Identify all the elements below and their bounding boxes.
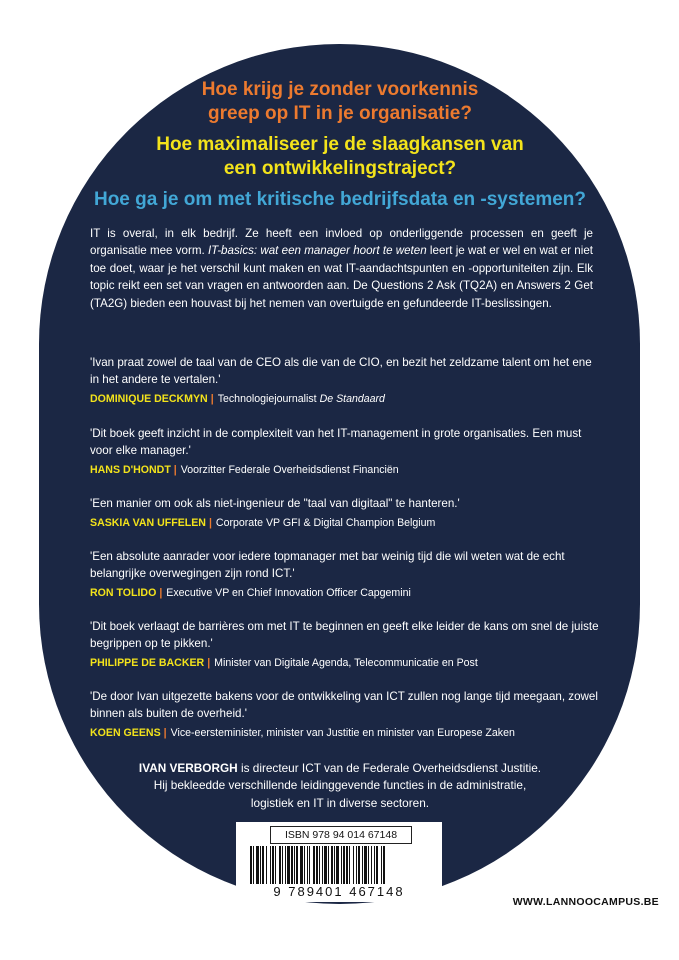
barcode-bar <box>256 846 259 884</box>
quote-block-6 <box>90 688 600 741</box>
barcode-bar <box>334 846 335 884</box>
separator-bar: | <box>210 393 214 406</box>
quote-text: 'Dit boek verlaagt de barrières om met IT te beginnen en geeft elke leider de kans om snel de juiste begrippen op te pikken.' <box>90 620 599 651</box>
barcode-bar <box>262 846 264 884</box>
barcode-bar <box>300 846 303 884</box>
quote-author-name: RON TOLIDO <box>90 587 157 600</box>
barcode-bar <box>282 846 283 884</box>
quote-author-name: HANS D'HONDT <box>90 464 171 477</box>
quote-author-name: DOMINIQUE DECKMYN <box>90 393 208 406</box>
quote-author-role: Technologiejournalist <box>217 393 320 406</box>
author-bio <box>100 760 580 812</box>
barcode-bar <box>279 846 281 884</box>
quote-author-name: PHILIPPE DE BACKER <box>90 657 205 670</box>
barcode-bar <box>356 846 357 884</box>
quote-block-4 <box>90 548 600 601</box>
author-bio-text-1: is directeur ICT van de Federale Overheidsdienst Justitie. <box>237 761 542 775</box>
quote-author-role: Vice-eersteminister, minister van Justitie en minister van Europese Zaken <box>170 727 515 740</box>
barcode-bar <box>270 846 271 884</box>
intro-paragraph <box>90 225 593 312</box>
barcode-bar <box>285 846 286 884</box>
separator-bar: | <box>173 464 177 477</box>
barcode-bar <box>328 846 329 884</box>
headline-question-1-line-1: Hoe krijg je zonder voorkennis <box>201 79 479 100</box>
barcode-bar <box>316 846 318 884</box>
barcode-bar <box>358 846 360 884</box>
barcode-bar <box>331 846 333 884</box>
barcode-bar <box>319 846 320 884</box>
barcode-bar <box>322 846 323 884</box>
barcode-bar <box>250 846 252 884</box>
headline-question-2-line-1: Hoe maximaliseer je de slaagkansen van <box>156 134 524 155</box>
barcode-bar <box>296 846 298 884</box>
quote-attribution <box>90 585 600 601</box>
separator-bar: | <box>207 657 211 670</box>
quote-author-role: Executive VP en Chief Innovation Officer Capgemini <box>166 587 411 600</box>
barcode-bar <box>260 846 261 884</box>
quote-block-3 <box>90 495 600 531</box>
barcode-bar <box>272 846 274 884</box>
barcode-bar <box>324 846 327 884</box>
isbn-barcode <box>236 822 442 902</box>
barcode-bar <box>275 846 276 884</box>
headline-question-2-line-2: een ontwikkelingstraject? <box>223 158 457 179</box>
quote-text: 'Dit boek geeft inzicht in de complexiteit van het IT-management in grote organisaties. Een must voor elke manager.' <box>90 427 582 458</box>
barcode-bar <box>266 846 267 884</box>
barcode-bar <box>307 846 308 884</box>
quote-text: 'De door Ivan uitgezette bakens voor de ontwikkeling van ICT zullen nog lange tijd meegaan, zowel binnen als buiten de overheid.' <box>90 690 598 721</box>
intro-text-part-2: leert je wat er wel en wat er niet toe doet, waar je het verschil kunt maken en wat IT-aandachtspunten en -opportuniteiten zijn. Elk topic reikt een set van vragen en antwoorden aan. De Questions 2 Ask (TQ2A) en Answers 2 Get (TA2G) bieden een houvast bij het nemen van overtuigde en gefundeerde IT-beslissingen. <box>90 244 594 310</box>
barcode-bar <box>349 846 350 884</box>
quote-attribution <box>90 391 600 407</box>
separator-bar: | <box>208 517 212 530</box>
author-bio-line-3: logistiek en IT in diverse sectoren. <box>250 795 430 810</box>
quote-attribution <box>90 725 600 741</box>
barcode-bar <box>364 846 367 884</box>
book-title-italic: IT-basics: wat een manager hoort te weten <box>207 244 427 258</box>
quote-block-5 <box>90 618 600 671</box>
isbn-label: ISBN 978 94 014 67148 <box>270 826 412 844</box>
quote-author-role: Corporate VP GFI & Digital Champion Belgium <box>215 517 436 530</box>
quote-attribution <box>90 462 600 478</box>
barcode-bar <box>362 846 363 884</box>
publisher-website: WWW.LANNOOCAMPUS.BE <box>512 896 659 908</box>
barcode-bar <box>346 846 348 884</box>
barcode-bar <box>291 846 293 884</box>
barcode-bar <box>287 846 290 884</box>
intro-text-part-1: IT is overal, in elk bedrijf. Ze heeft een invloed op onderliggende processen en geeft je organisatie mee vorm. <box>90 227 593 258</box>
author-bio-line-1 <box>100 760 580 777</box>
barcode-bar <box>343 846 345 884</box>
barcode-bar <box>253 846 254 884</box>
quote-text: 'Ivan praat zowel de taal van de CEO als die van de CIO, en bezit het zeldzame talent om het ene in het andere te vertalen.' <box>90 356 592 387</box>
barcode-bar <box>376 846 378 884</box>
quote-attribution <box>90 515 600 531</box>
quote-attribution <box>90 655 600 671</box>
headline-question-3: Hoe ga je om met kritische bedrijfsdata en -systemen? <box>93 189 587 210</box>
quote-author-role: Voorzitter Federale Overheidsdienst Financiën <box>180 464 399 477</box>
headline-question-1-line-2: greep op IT in je organisatie? <box>208 103 472 124</box>
headline-question-1 <box>60 78 620 126</box>
headline-question-2 <box>60 133 620 181</box>
barcode-bar <box>381 846 382 884</box>
barcode-bar <box>313 846 315 884</box>
quote-text: 'Een manier om ook als niet-ingenieur de "taal van digitaal" te hanteren.' <box>90 497 460 510</box>
barcode-bar <box>383 846 385 884</box>
quote-block-1 <box>90 354 600 407</box>
barcode-bar <box>371 846 372 884</box>
separator-bar: | <box>163 727 167 740</box>
barcode-bar <box>336 846 339 884</box>
barcode-bar <box>294 846 295 884</box>
separator-bar: | <box>159 587 163 600</box>
barcode-bar <box>304 846 305 884</box>
barcode-bar <box>353 846 354 884</box>
quote-text: 'Een absolute aanrader voor iedere topmanager met bar weinig tijd die wil weten wat de echt belangrijke overwegingen zijn rond ICT.' <box>90 550 565 581</box>
barcode-icon <box>248 846 430 886</box>
barcode-bar <box>374 846 375 884</box>
quote-author-name: SASKIA VAN UFFELEN <box>90 517 206 530</box>
quote-author-name: KOEN GEENS <box>90 727 161 740</box>
author-bio-line-2: Hij bekleedde verschillende leidinggevende functies in de administratie, <box>153 778 527 793</box>
author-name: IVAN VERBORGH <box>138 761 238 775</box>
quote-block-2 <box>90 425 600 478</box>
barcode-bar <box>309 846 310 884</box>
barcode-bar <box>368 846 369 884</box>
barcode-bar <box>341 846 342 884</box>
quote-author-role-italic: De Standaard <box>319 393 385 406</box>
quote-author-role: Minister van Digitale Agenda, Telecommunicatie en Post <box>214 657 478 670</box>
barcode-digits: 9 789401 467148 <box>273 884 405 899</box>
